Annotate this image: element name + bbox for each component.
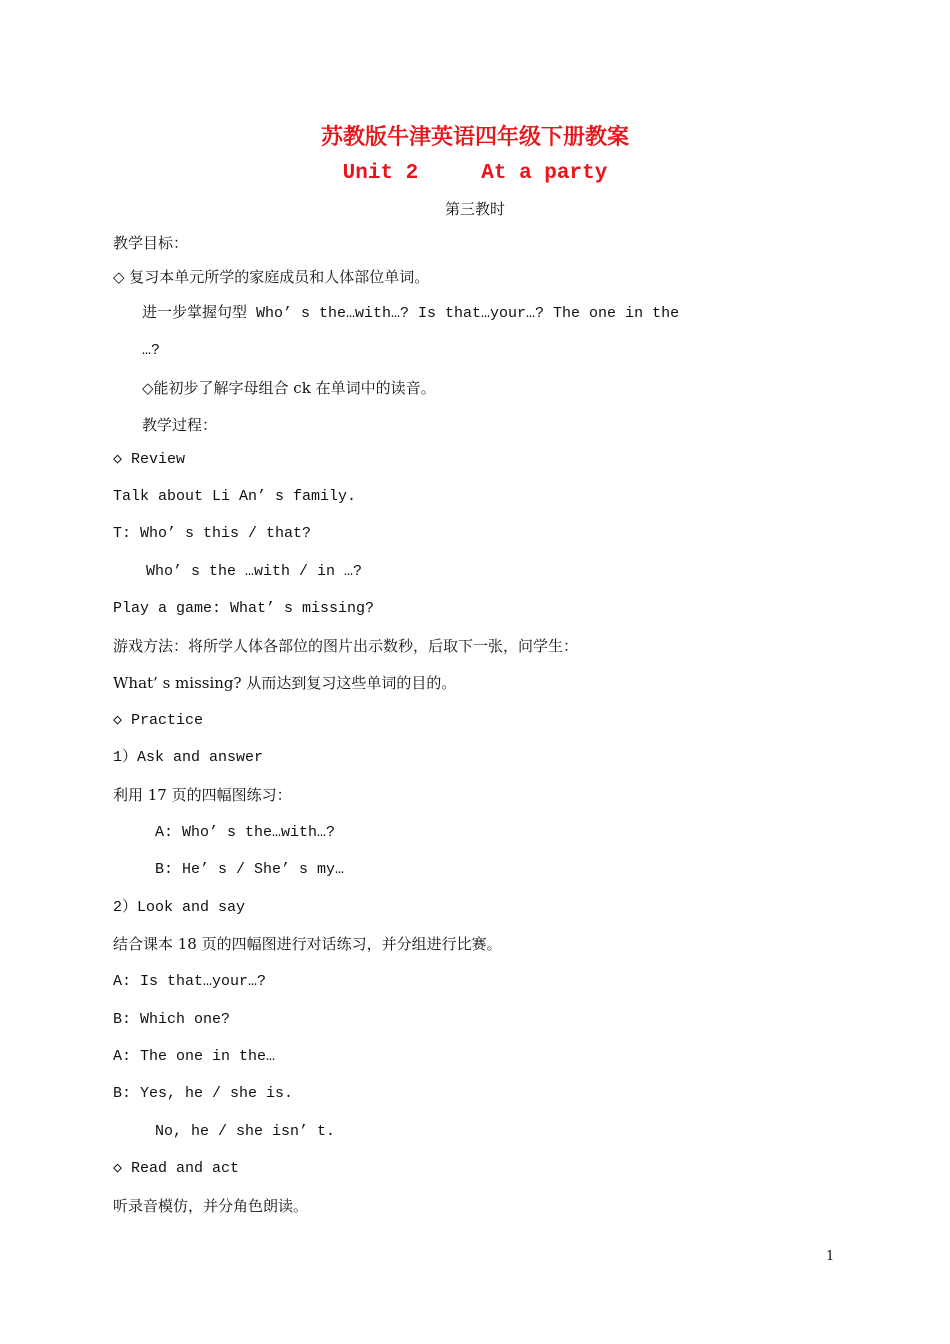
text-line: Who’ s the …with / in …? <box>146 563 363 580</box>
section-practice: ◇ Practice <box>113 712 204 729</box>
dialogue-line: B: Yes, he / she is. <box>113 1085 294 1102</box>
dialogue-line: A: The one in the… <box>113 1048 276 1065</box>
dialogue-line: No, he / she isn’ t. <box>155 1123 336 1140</box>
section-review: ◇ Review <box>113 451 186 468</box>
text-line: 游戏方法：将所学人体各部位的图片出示数秒，后取下一张，问学生： <box>113 637 579 655</box>
lesson-label: 第三教时 <box>444 200 505 218</box>
dialogue-line: B: Which one? <box>113 1011 231 1028</box>
text-line: T: Who’ s this / that? <box>113 525 312 542</box>
document-title: 苏教版牛津英语四年级下册教案 <box>320 124 629 150</box>
text-line: Talk about Li An’ s family. <box>113 488 357 505</box>
objective-2-cont: …? <box>142 342 161 359</box>
text-line: 结合课本 18 页的四幅图进行对话练习，并分组进行比赛。 <box>113 935 502 953</box>
text-line: 1）Ask and answer <box>113 749 264 766</box>
dialogue-line: B: He’ s / She’ s my… <box>155 861 345 878</box>
objective-3: ◇能初步了解字母组合 ck 在单词中的读音。 <box>142 379 436 397</box>
objective-1: ◇ 复习本单元所学的家庭成员和人体部位单词。 <box>113 268 430 286</box>
dialogue-line: A: Is that…your…? <box>113 973 267 990</box>
objectives-heading: 教学目标： <box>113 234 189 252</box>
text-line: 利用 17 页的四幅图练习： <box>113 786 292 804</box>
text-line: 听录音模仿，并分角色朗读。 <box>113 1197 309 1215</box>
objective-2: 进一步掌握句型 Who’ s the…with…? Is that…your…? The one in the <box>142 305 680 322</box>
page-number: 1 <box>826 1249 835 1264</box>
unit-title: Unit 2 At a party <box>342 162 608 185</box>
text-line: Play a game: What’ s missing? <box>113 600 375 617</box>
text-line: What’ s missing? 从而达到复习这些单词的目的。 <box>113 674 457 692</box>
dialogue-line: A: Who’ s the…with…? <box>155 824 336 841</box>
text-line: 2）Look and say <box>113 899 246 916</box>
process-heading: 教学过程： <box>142 416 218 434</box>
section-read-act: ◇ Read and act <box>113 1160 240 1177</box>
